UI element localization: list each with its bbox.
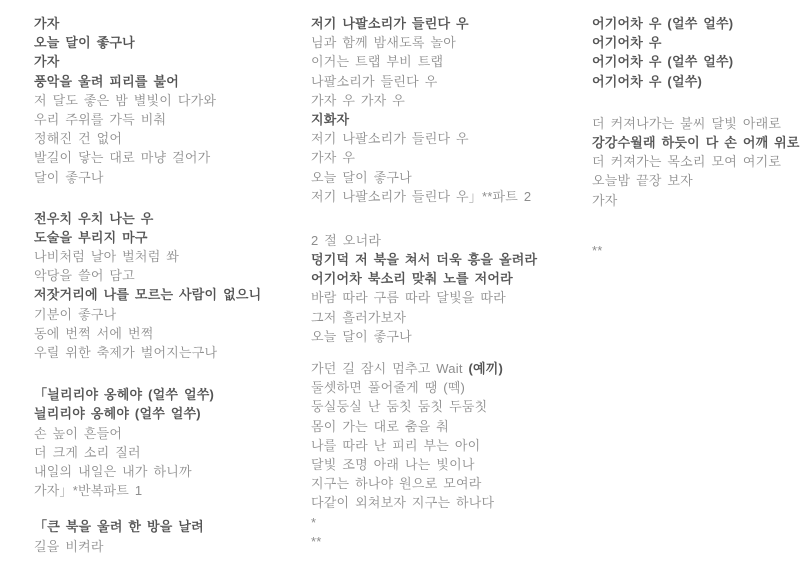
lyric-line xyxy=(592,171,800,190)
lyric-text-bold: 도술을 부리지 마구 xyxy=(34,229,148,245)
lyrics-column-right xyxy=(592,14,800,260)
stanza xyxy=(34,14,261,187)
lyric-line xyxy=(311,129,537,148)
lyric-line xyxy=(34,462,261,481)
lyric-text-bold: 가자 xyxy=(34,16,60,31)
lyric-text: 악당을 쓸어 담고 xyxy=(34,268,135,284)
lyric-line xyxy=(311,148,537,167)
lyric-line xyxy=(311,288,537,307)
stanza xyxy=(34,209,261,363)
lyric-text: 둥실둥실 난 둠칫 둠칫 두둠칫 xyxy=(311,399,488,415)
lyric-line xyxy=(34,343,261,362)
lyric-line xyxy=(311,72,537,91)
stanza xyxy=(34,517,261,555)
lyric-line xyxy=(34,72,261,91)
lyric-text: 나를 따라 난 피리 부는 아이 xyxy=(311,437,481,453)
lyric-line xyxy=(311,359,537,378)
lyric-text-bold: 늴리리야 옹헤야 (얼쑤 얼쑤) xyxy=(34,406,201,422)
lyric-line xyxy=(34,129,261,148)
lyric-text: 기분이 좋구나 xyxy=(34,306,117,322)
lyric-text-bold: 가자 xyxy=(34,54,60,70)
lyric-line xyxy=(34,324,261,343)
lyric-text-bold: 강강수월래 하듯이 다 손 어깨 위로 xyxy=(592,134,800,150)
lyric-line xyxy=(34,285,261,304)
lyric-text: 저 달도 좋은 밤 별빛이 다가와 xyxy=(34,92,217,108)
lyric-line xyxy=(592,241,800,260)
lyric-text-bold: 저잣거리에 나를 모르는 사람이 없으니 xyxy=(34,287,262,303)
lyric-text: 이거는 트랩 부비 트랩 xyxy=(311,54,444,70)
stanza xyxy=(592,241,800,260)
lyric-line xyxy=(34,424,261,443)
lyric-line xyxy=(34,14,261,33)
lyric-text: 우리 주위를 가득 비춰 xyxy=(34,111,167,127)
lyric-text: 가던 길 잠시 멈추고 Wait xyxy=(311,361,469,376)
lyric-line xyxy=(34,110,261,129)
lyric-line xyxy=(311,168,537,187)
lyric-line xyxy=(311,327,537,346)
lyric-line xyxy=(592,14,800,33)
lyric-text: 길을 비켜라 xyxy=(34,538,104,554)
lyric-line xyxy=(311,33,537,52)
lyric-text-bold: 오늘 달이 좋구나 xyxy=(34,35,135,51)
lyric-text: 몸이 가는 대로 춤을 춰 xyxy=(311,418,450,434)
lyric-line xyxy=(34,481,261,500)
lyric-text-bold: 풍악을 울려 피리를 불어 xyxy=(34,73,180,89)
lyric-text: 2 절 오너라 xyxy=(311,232,382,248)
lyric-text: 더 커져가는 목소리 모여 여기로 xyxy=(592,154,782,170)
lyric-line xyxy=(34,247,261,266)
lyric-line xyxy=(34,443,261,462)
lyric-text: 정해진 건 없어 xyxy=(34,131,123,147)
lyric-text: ** xyxy=(592,242,603,258)
lyric-text: 더 커져나가는 불씨 달빛 아래로 xyxy=(592,115,782,131)
lyric-line xyxy=(34,148,261,167)
lyric-text: 가자 우 xyxy=(311,150,356,166)
lyric-line xyxy=(311,91,537,110)
stanza xyxy=(311,231,537,346)
lyric-line xyxy=(311,231,537,250)
lyric-line xyxy=(311,308,537,327)
lyric-line xyxy=(311,417,537,436)
lyric-line xyxy=(311,52,537,71)
lyric-text: * xyxy=(311,514,317,530)
lyric-text: 가자 xyxy=(592,192,618,208)
lyric-text: 둘셋하면 풀어줄게 땡 (떽) xyxy=(311,380,466,396)
lyric-text: 더 크게 소리 질러 xyxy=(34,444,141,460)
stanza xyxy=(311,359,537,551)
lyric-line xyxy=(34,33,261,52)
lyric-line xyxy=(34,385,261,404)
lyric-text-bold: 어기어차 우 (얼쑤) xyxy=(592,73,702,89)
lyric-line xyxy=(311,250,537,269)
lyric-line xyxy=(311,513,537,532)
lyric-text: 저기 나팔소리가 들린다 우 xyxy=(311,131,469,147)
lyric-text: 오늘 달이 좋구나 xyxy=(311,328,412,344)
lyric-line xyxy=(311,474,537,493)
lyric-line xyxy=(592,133,800,152)
lyric-text: ** xyxy=(311,533,322,549)
lyric-line xyxy=(311,455,537,474)
lyric-text: 저기 나팔소리가 들린다 우」**파트 2 xyxy=(311,188,532,204)
lyric-line xyxy=(311,269,537,288)
lyric-line xyxy=(34,52,261,71)
lyric-text: 발길이 닿는 대로 마냥 걸어가 xyxy=(34,150,211,166)
lyric-text: 지구는 하나야 원으로 모여라 xyxy=(311,476,482,492)
lyric-text: 가자 우 가자 우 xyxy=(311,92,405,108)
lyric-text-bold: 어기어차 우 (얼쑤 얼쑤) xyxy=(592,54,734,70)
lyric-text-bold: (예끼) xyxy=(468,361,504,376)
lyric-line xyxy=(311,14,537,33)
lyric-text-bold: 덩기덕 저 북을 쳐서 더욱 흥을 올려라 xyxy=(311,252,538,268)
lyric-line xyxy=(311,532,537,551)
lyric-line xyxy=(592,72,800,91)
lyric-text: 동에 번쩍 서에 번쩍 xyxy=(34,325,154,341)
lyric-text: 달이 좋구나 xyxy=(34,169,104,185)
lyric-text: 달빛 조명 아래 나는 빛이나 xyxy=(311,456,475,472)
lyric-text: 우릴 위한 축제가 벌어지는구나 xyxy=(34,345,218,360)
lyric-text-bold: 「큰 북을 울려 한 방을 날려 xyxy=(34,519,204,535)
lyric-text: 내일의 내일은 내가 하니까 xyxy=(34,463,192,479)
lyric-text: 나비처럼 날아 벌처럼 쏴 xyxy=(34,249,180,265)
lyric-text: 다같이 외쳐보자 지구는 하나다 xyxy=(311,495,495,511)
lyrics-column-left xyxy=(34,14,261,556)
lyric-text: 바람 따라 구름 따라 달빛을 따라 xyxy=(311,290,506,306)
stanza xyxy=(592,14,800,91)
lyric-line xyxy=(311,378,537,397)
lyric-text-bold: 지화자 xyxy=(311,111,350,127)
lyric-text-bold: 저기 나팔소리가 들린다 우 xyxy=(311,16,469,31)
lyric-line xyxy=(34,168,261,187)
lyric-line xyxy=(34,517,261,536)
lyric-line xyxy=(34,209,261,228)
stanza xyxy=(592,114,800,210)
lyric-text-bold: 「늴리리야 옹헤야 (얼쑤 얼쑤) xyxy=(34,387,215,403)
stanza xyxy=(34,385,261,500)
lyric-text: 오늘밤 끝장 보자 xyxy=(592,173,693,189)
lyric-line xyxy=(592,52,800,71)
lyric-line xyxy=(311,493,537,512)
lyric-line xyxy=(592,114,800,133)
stanza xyxy=(311,14,537,206)
lyric-line xyxy=(311,187,537,206)
lyric-line xyxy=(34,404,261,423)
lyric-text-bold: 전우치 우치 나는 우 xyxy=(34,210,154,226)
lyric-text-bold: 어기어차 우 (얼쑤 얼쑤) xyxy=(592,16,734,31)
lyric-line xyxy=(592,152,800,171)
lyric-text: 나팔소리가 들린다 우 xyxy=(311,73,438,89)
lyric-line xyxy=(34,305,261,324)
lyric-line xyxy=(34,228,261,247)
lyric-text: 그저 흘러가보자 xyxy=(311,309,407,325)
lyric-line xyxy=(34,537,261,556)
lyric-line xyxy=(311,436,537,455)
lyric-line xyxy=(592,191,800,210)
lyric-line xyxy=(311,110,537,129)
lyric-line xyxy=(34,266,261,285)
lyric-text: 오늘 달이 좋구나 xyxy=(311,169,412,185)
lyric-line xyxy=(592,33,800,52)
lyric-text-bold: 어기어차 우 xyxy=(592,35,662,51)
lyric-text: 가자」*반복파트 1 xyxy=(34,483,143,499)
lyric-text-bold: 어기어차 북소리 맞춰 노를 저어라 xyxy=(311,271,513,287)
lyric-text: 손 높이 흔들어 xyxy=(34,425,123,441)
lyric-text: 님과 함께 밤새도록 놀아 xyxy=(311,35,457,51)
lyric-line xyxy=(311,397,537,416)
lyrics-column-middle xyxy=(311,14,537,551)
lyric-line xyxy=(34,91,261,110)
